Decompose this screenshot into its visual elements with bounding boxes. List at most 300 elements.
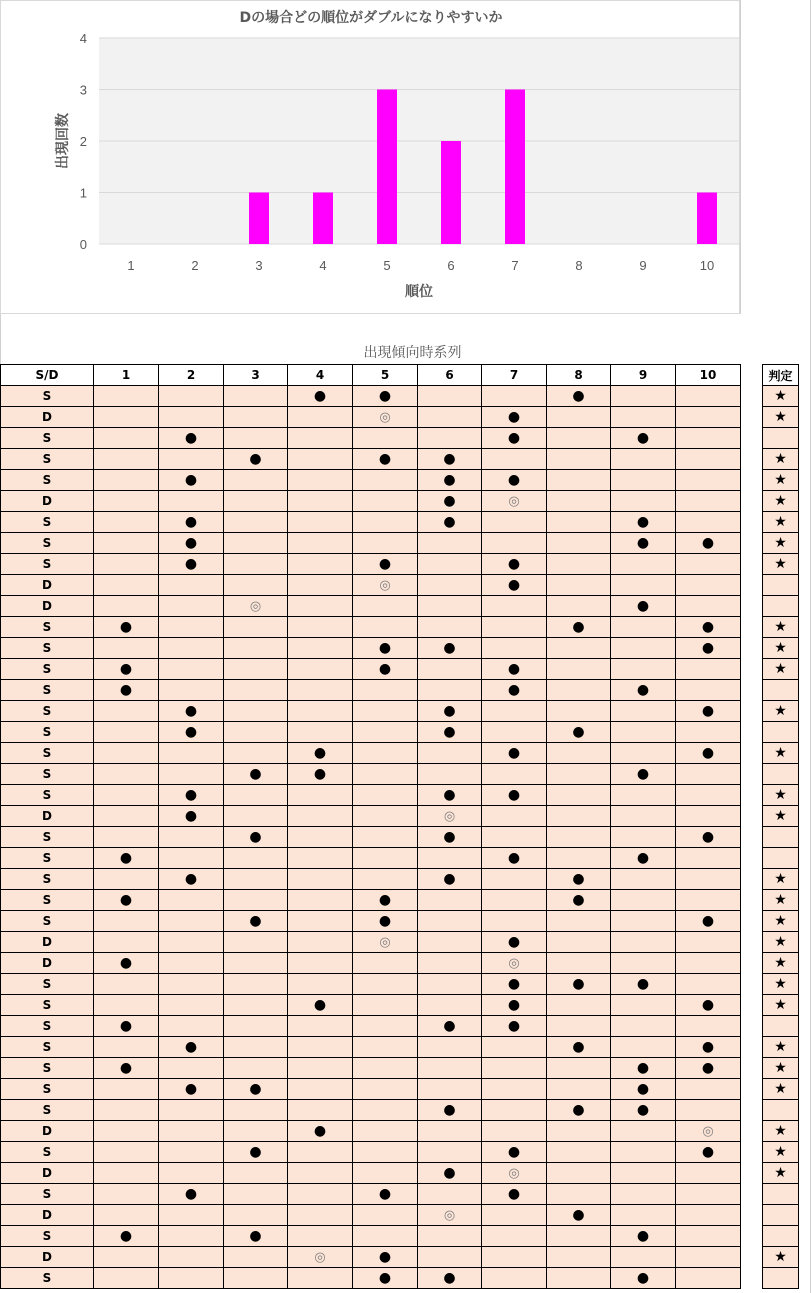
- judge-cell: [763, 974, 799, 995]
- rank-cell-4: [288, 827, 353, 848]
- single-mark: ●: [636, 513, 650, 530]
- rank-cell-6: [418, 1184, 482, 1205]
- header-rank-5: 5: [353, 365, 418, 386]
- x-tick-label: 3: [255, 258, 263, 273]
- judge-row: [763, 764, 799, 785]
- judge-cell: [763, 869, 799, 890]
- table-row: [1, 1247, 741, 1268]
- rank-cell-3: [224, 995, 288, 1016]
- rank-cell-4: [288, 512, 353, 533]
- rank-cell-3: [224, 449, 288, 470]
- single-mark: ●: [184, 702, 198, 719]
- rank-cell-1: [94, 890, 159, 911]
- judge-cell: [763, 617, 799, 638]
- rank-cell-9: [611, 680, 676, 701]
- rank-cell-2: [159, 848, 224, 869]
- rank-cell-4: [288, 575, 353, 596]
- header-rank-6: 6: [418, 365, 482, 386]
- rank-cell-7: [482, 1121, 547, 1142]
- rank-cell-3: [224, 533, 288, 554]
- single-mark: ●: [572, 891, 585, 908]
- rank-cell-6: [418, 953, 482, 974]
- rank-cell-10: [676, 974, 741, 995]
- star-mark: ★: [774, 934, 787, 950]
- rank-cell-4: [288, 1184, 353, 1205]
- rank-cell-2: [159, 1163, 224, 1184]
- table-row: [1, 1163, 741, 1184]
- rank-cell-7: [482, 1016, 547, 1037]
- rank-cell-8: [547, 1184, 611, 1205]
- single-mark: ●: [249, 1143, 262, 1160]
- rank-cell-10: [676, 1100, 741, 1121]
- rank-cell-10: [676, 659, 741, 680]
- rank-cell-6: [418, 638, 482, 659]
- judge-cell: [763, 806, 799, 827]
- table-row: [1, 512, 741, 533]
- rank-cell-10: [676, 470, 741, 491]
- rank-cell-6: [418, 1058, 482, 1079]
- star-mark: ★: [774, 745, 787, 761]
- single-mark: ●: [507, 429, 521, 446]
- double-mark: ◎: [379, 577, 391, 593]
- table-row: [1, 1205, 741, 1226]
- chart-title: Dの場合どの順位がダブルになりやすいか: [239, 10, 503, 26]
- single-mark: ●: [572, 1101, 585, 1118]
- judge-cell: [763, 575, 799, 596]
- single-mark: ●: [184, 1080, 198, 1097]
- sd-cell: D: [1, 953, 94, 974]
- rank-cell-1: [94, 932, 159, 953]
- rank-cell-3: [224, 1016, 288, 1037]
- rank-cell-8: [547, 638, 611, 659]
- rank-cell-6: [418, 827, 482, 848]
- judge-cell: [763, 680, 799, 701]
- rank-cell-9: [611, 890, 676, 911]
- double-mark: ◎: [249, 598, 262, 614]
- rank-cell-7: [482, 785, 547, 806]
- rank-cell-9: [611, 533, 676, 554]
- sd-cell: S: [1, 386, 94, 407]
- rank-cell-5: [353, 827, 418, 848]
- judge-row: [763, 575, 799, 596]
- star-mark: ★: [774, 913, 787, 929]
- sd-cell: S: [1, 848, 94, 869]
- rank-cell-5: [353, 1205, 418, 1226]
- star-mark: ★: [774, 997, 787, 1013]
- rank-cell-10: [676, 512, 741, 533]
- single-mark: ●: [636, 1080, 650, 1097]
- judge-cell: [763, 1163, 799, 1184]
- rank-cell-3: [224, 491, 288, 512]
- single-mark: ●: [701, 618, 715, 635]
- judge-cell: [763, 743, 799, 764]
- star-mark: ★: [774, 388, 787, 404]
- rank-cell-9: [611, 1100, 676, 1121]
- rank-cell-2: [159, 533, 224, 554]
- single-mark: ●: [443, 471, 456, 488]
- rank-cell-4: [288, 386, 353, 407]
- header-sd: S/D: [1, 365, 94, 386]
- rank-cell-9: [611, 827, 676, 848]
- rank-cell-7: [482, 449, 547, 470]
- rank-cell-8: [547, 1058, 611, 1079]
- rank-cell-1: [94, 638, 159, 659]
- judge-cell: [763, 701, 799, 722]
- sd-cell: S: [1, 680, 94, 701]
- single-mark: ●: [184, 786, 198, 803]
- rank-cell-2: [159, 659, 224, 680]
- rank-cell-3: [224, 1037, 288, 1058]
- rank-cell-1: [94, 848, 159, 869]
- rank-cell-4: [288, 1037, 353, 1058]
- rank-cell-4: [288, 932, 353, 953]
- single-mark: ●: [249, 450, 262, 467]
- rank-cell-4: [288, 974, 353, 995]
- rank-cell-9: [611, 953, 676, 974]
- rank-cell-7: [482, 911, 547, 932]
- rank-cell-9: [611, 722, 676, 743]
- rank-cell-5: [353, 911, 418, 932]
- rank-cell-2: [159, 1121, 224, 1142]
- rank-cell-1: [94, 743, 159, 764]
- rank-cell-1: [94, 596, 159, 617]
- rank-cell-5: [353, 722, 418, 743]
- judge-cell: [763, 512, 799, 533]
- rank-cell-2: [159, 1184, 224, 1205]
- rank-cell-10: [676, 890, 741, 911]
- rank-cell-6: [418, 533, 482, 554]
- rank-cell-8: [547, 1268, 611, 1289]
- judge-row: [763, 449, 799, 470]
- rank-cell-6: [418, 512, 482, 533]
- single-mark: ●: [119, 891, 133, 908]
- rank-cell-4: [288, 1016, 353, 1037]
- rank-cell-8: [547, 1100, 611, 1121]
- rank-cell-4: [288, 869, 353, 890]
- judge-row: [763, 596, 799, 617]
- sd-cell: S: [1, 1016, 94, 1037]
- rank-cell-9: [611, 491, 676, 512]
- judge-row: [763, 1016, 799, 1037]
- rank-cell-10: [676, 722, 741, 743]
- judge-cell: [763, 1142, 799, 1163]
- x-tick-label: 10: [699, 258, 715, 273]
- rank-cell-2: [159, 449, 224, 470]
- rank-cell-7: [482, 1268, 547, 1289]
- sd-cell: S: [1, 533, 94, 554]
- rank-cell-2: [159, 890, 224, 911]
- rank-cell-8: [547, 512, 611, 533]
- sd-cell: S: [1, 1079, 94, 1100]
- rank-cell-8: [547, 575, 611, 596]
- bar-3: [249, 193, 269, 245]
- rank-cell-5: [353, 1079, 418, 1100]
- rank-cell-5: [353, 470, 418, 491]
- x-tick-label: 4: [319, 258, 327, 273]
- single-mark: ●: [507, 1143, 521, 1160]
- rank-cell-9: [611, 575, 676, 596]
- rank-cell-7: [482, 743, 547, 764]
- rank-cell-1: [94, 995, 159, 1016]
- rank-cell-5: [353, 1121, 418, 1142]
- rank-cell-3: [224, 638, 288, 659]
- judge-cell: [763, 1121, 799, 1142]
- single-mark: ●: [378, 1248, 392, 1265]
- sd-cell: S: [1, 1058, 94, 1079]
- rank-cell-10: [676, 386, 741, 407]
- sd-cell: S: [1, 764, 94, 785]
- rank-cell-10: [676, 848, 741, 869]
- judge-row: [763, 638, 799, 659]
- judge-row: [763, 953, 799, 974]
- rank-cell-6: [418, 575, 482, 596]
- rank-cell-5: [353, 491, 418, 512]
- table-row: [1, 491, 741, 512]
- rank-cell-6: [418, 848, 482, 869]
- rank-cell-2: [159, 722, 224, 743]
- single-mark: ●: [701, 1059, 715, 1076]
- double-mark: ◎: [314, 1249, 326, 1265]
- judge-row: [763, 491, 799, 512]
- rank-cell-3: [224, 680, 288, 701]
- rank-cell-8: [547, 722, 611, 743]
- rank-cell-4: [288, 680, 353, 701]
- rank-cell-4: [288, 1268, 353, 1289]
- single-mark: ●: [249, 1080, 262, 1097]
- sd-cell: S: [1, 995, 94, 1016]
- table-row: [1, 1268, 741, 1289]
- table-row: [1, 995, 741, 1016]
- rank-cell-3: [224, 827, 288, 848]
- rank-cell-1: [94, 827, 159, 848]
- single-mark: ●: [313, 996, 327, 1013]
- table-row: [1, 701, 741, 722]
- rank-cell-10: [676, 1142, 741, 1163]
- table-row: [1, 932, 741, 953]
- rank-cell-7: [482, 701, 547, 722]
- judge-cell: [763, 407, 799, 428]
- rank-cell-5: [353, 554, 418, 575]
- rank-cell-6: [418, 722, 482, 743]
- rank-cell-4: [288, 953, 353, 974]
- sd-cell: D: [1, 1121, 94, 1142]
- rank-cell-5: [353, 1142, 418, 1163]
- rank-cell-5: [353, 1100, 418, 1121]
- judge-table: [762, 364, 799, 1289]
- star-mark: ★: [774, 493, 787, 509]
- rank-cell-5: [353, 638, 418, 659]
- y-axis-label: 出現回数: [55, 113, 71, 169]
- single-mark: ●: [119, 618, 133, 635]
- rank-cell-1: [94, 1037, 159, 1058]
- rank-cell-6: [418, 1037, 482, 1058]
- rank-cell-7: [482, 932, 547, 953]
- rank-cell-4: [288, 617, 353, 638]
- judge-row: [763, 428, 799, 449]
- sd-cell: D: [1, 596, 94, 617]
- rank-cell-3: [224, 890, 288, 911]
- rank-cell-4: [288, 722, 353, 743]
- x-tick-label: 8: [575, 258, 583, 273]
- single-mark: ●: [507, 744, 521, 761]
- single-mark: ●: [636, 1227, 650, 1244]
- rank-cell-6: [418, 1226, 482, 1247]
- rank-cell-7: [482, 533, 547, 554]
- sd-cell: S: [1, 785, 94, 806]
- rank-cell-9: [611, 932, 676, 953]
- rank-cell-7: [482, 638, 547, 659]
- rank-cell-8: [547, 491, 611, 512]
- single-mark: ●: [443, 492, 456, 509]
- rank-cell-5: [353, 890, 418, 911]
- star-mark: ★: [774, 955, 787, 971]
- star-mark: ★: [774, 1081, 787, 1097]
- chart-area: [0, 0, 740, 314]
- rank-cell-4: [288, 407, 353, 428]
- rank-cell-1: [94, 869, 159, 890]
- single-mark: ●: [184, 723, 198, 740]
- rank-cell-5: [353, 1184, 418, 1205]
- rank-cell-7: [482, 1142, 547, 1163]
- rank-cell-10: [676, 911, 741, 932]
- judge-row: [763, 1205, 799, 1226]
- star-mark: ★: [774, 1165, 787, 1181]
- rank-cell-6: [418, 1268, 482, 1289]
- rank-cell-1: [94, 722, 159, 743]
- table-row: [1, 1142, 741, 1163]
- star-mark: ★: [774, 619, 787, 635]
- rank-cell-1: [94, 617, 159, 638]
- rank-cell-9: [611, 386, 676, 407]
- sd-cell: S: [1, 1268, 94, 1289]
- rank-cell-4: [288, 1163, 353, 1184]
- rank-cell-9: [611, 1121, 676, 1142]
- table-row: [1, 1121, 741, 1142]
- rank-cell-2: [159, 764, 224, 785]
- single-mark: ●: [507, 660, 521, 677]
- rank-cell-6: [418, 743, 482, 764]
- judge-cell: [763, 1268, 799, 1289]
- rank-cell-4: [288, 785, 353, 806]
- single-mark: ●: [701, 1038, 715, 1055]
- rank-cell-9: [611, 974, 676, 995]
- rank-cell-5: [353, 617, 418, 638]
- rank-cell-1: [94, 953, 159, 974]
- rank-cell-3: [224, 407, 288, 428]
- single-mark: ●: [184, 870, 198, 887]
- table-row: [1, 827, 741, 848]
- rank-cell-9: [611, 1247, 676, 1268]
- rank-cell-4: [288, 806, 353, 827]
- sd-cell: D: [1, 932, 94, 953]
- rank-cell-1: [94, 1205, 159, 1226]
- table-row: [1, 764, 741, 785]
- rank-cell-7: [482, 428, 547, 449]
- single-mark: ●: [313, 1122, 327, 1139]
- single-mark: ●: [184, 1185, 198, 1202]
- rank-cell-7: [482, 1163, 547, 1184]
- rank-cell-1: [94, 701, 159, 722]
- rank-cell-5: [353, 953, 418, 974]
- table-row: [1, 911, 741, 932]
- judge-cell: [763, 1226, 799, 1247]
- star-mark: ★: [774, 514, 787, 530]
- rank-cell-9: [611, 1205, 676, 1226]
- rank-cell-1: [94, 974, 159, 995]
- rank-cell-2: [159, 1142, 224, 1163]
- rank-cell-3: [224, 659, 288, 680]
- rank-cell-2: [159, 932, 224, 953]
- rank-cell-4: [288, 743, 353, 764]
- rank-cell-8: [547, 785, 611, 806]
- judge-cell: [763, 890, 799, 911]
- table-title: 出現傾向時系列: [363, 345, 462, 361]
- judge-row: [763, 890, 799, 911]
- rank-cell-8: [547, 932, 611, 953]
- rank-cell-2: [159, 428, 224, 449]
- rank-cell-9: [611, 1079, 676, 1100]
- single-mark: ●: [119, 1059, 133, 1076]
- rank-cell-5: [353, 806, 418, 827]
- judge-row: [763, 1268, 799, 1289]
- sd-cell: S: [1, 1142, 94, 1163]
- rank-cell-10: [676, 1079, 741, 1100]
- rank-cell-4: [288, 659, 353, 680]
- rank-cell-8: [547, 911, 611, 932]
- single-mark: ●: [119, 1017, 133, 1034]
- header-rank-7: 7: [482, 365, 547, 386]
- rank-cell-7: [482, 848, 547, 869]
- sd-cell: S: [1, 869, 94, 890]
- rank-cell-2: [159, 1058, 224, 1079]
- star-mark: ★: [774, 661, 787, 677]
- rank-cell-5: [353, 680, 418, 701]
- rank-cell-7: [482, 1079, 547, 1100]
- rank-cell-10: [676, 1037, 741, 1058]
- rank-cell-9: [611, 1016, 676, 1037]
- rank-cell-8: [547, 428, 611, 449]
- single-mark: ●: [184, 807, 198, 824]
- rank-cell-9: [611, 512, 676, 533]
- star-mark: ★: [774, 1144, 787, 1160]
- rank-cell-3: [224, 848, 288, 869]
- rank-cell-3: [224, 470, 288, 491]
- rank-cell-8: [547, 995, 611, 1016]
- star-mark: ★: [774, 472, 787, 488]
- sd-cell: S: [1, 1226, 94, 1247]
- judge-cell: [763, 596, 799, 617]
- rank-cell-10: [676, 638, 741, 659]
- table-row: [1, 575, 741, 596]
- single-mark: ●: [443, 786, 456, 803]
- rank-cell-6: [418, 932, 482, 953]
- single-mark: ●: [184, 513, 198, 530]
- rank-cell-1: [94, 407, 159, 428]
- rank-cell-7: [482, 596, 547, 617]
- judge-cell: [763, 764, 799, 785]
- single-mark: ●: [443, 513, 456, 530]
- rank-cell-10: [676, 932, 741, 953]
- single-mark: ●: [313, 744, 327, 761]
- rank-cell-3: [224, 764, 288, 785]
- star-mark: ★: [774, 1039, 787, 1055]
- judge-cell: [763, 533, 799, 554]
- rank-cell-2: [159, 512, 224, 533]
- header-rank-8: 8: [547, 365, 611, 386]
- sd-cell: S: [1, 1100, 94, 1121]
- rank-cell-8: [547, 1163, 611, 1184]
- rank-cell-10: [676, 407, 741, 428]
